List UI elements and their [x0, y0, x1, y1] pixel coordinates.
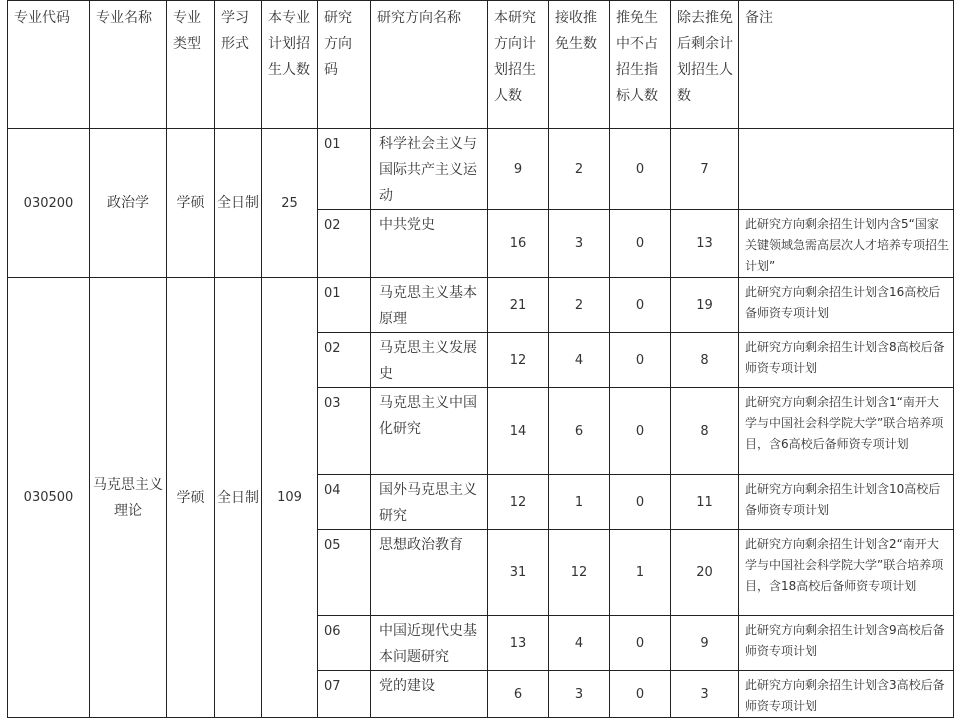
direction-name-cell: 中国近现代史基本问题研究 [371, 616, 488, 671]
remaining-quota-cell: 7 [671, 129, 739, 210]
direction-quota-cell: 13 [488, 616, 549, 671]
note-cell: 此研究方向剩余招生计划含3高校后备师资专项计划 [739, 671, 954, 718]
direction-code-cell: 02 [318, 210, 371, 278]
exempt-no-quota-cell: 0 [610, 475, 671, 530]
major-type-cell: 学硕 [167, 129, 215, 278]
remaining-quota-cell: 13 [671, 210, 739, 278]
major-code-cell: 030200 [8, 129, 90, 278]
major-name-cell: 马克思主义理论 [90, 278, 167, 718]
exempt-count-cell: 4 [549, 616, 610, 671]
note-cell: 此研究方向剩余招生计划含8高校后备师资专项计划 [739, 333, 954, 388]
header-direction-quota: 本研究方向计划招生人数 [488, 1, 549, 129]
header-major-code: 专业代码 [8, 1, 90, 129]
direction-code-cell: 07 [318, 671, 371, 718]
exempt-no-quota-cell: 0 [610, 129, 671, 210]
note-cell: 此研究方向剩余招生计划含10高校后备师资专项计划 [739, 475, 954, 530]
header-direction-code: 研究方向码 [318, 1, 371, 129]
remaining-quota-cell: 3 [671, 671, 739, 718]
direction-name-cell: 马克思主义中国化研究 [371, 388, 488, 475]
direction-code-cell: 01 [318, 278, 371, 333]
direction-code-cell: 06 [318, 616, 371, 671]
direction-name-cell: 国外马克思主义研究 [371, 475, 488, 530]
exempt-count-cell: 1 [549, 475, 610, 530]
header-exempt-count: 接收推免生数 [549, 1, 610, 129]
note-cell: 此研究方向剩余招生计划含1“南开大学与中国社会科学院大学”联合培养项目，含6高校后备师资专项计划 [739, 388, 954, 475]
remaining-quota-cell: 8 [671, 333, 739, 388]
header-direction-name: 研究方向名称 [371, 1, 488, 129]
direction-code-cell: 02 [318, 333, 371, 388]
direction-quota-cell: 6 [488, 671, 549, 718]
direction-quota-cell: 12 [488, 333, 549, 388]
study-mode-cell: 全日制 [215, 278, 262, 718]
remaining-quota-cell: 9 [671, 616, 739, 671]
note-cell: 此研究方向剩余招生计划含2“南开大学与中国社会科学院大学”联合培养项目，含18高校后备师资专项计划 [739, 530, 954, 616]
major-type-cell: 学硕 [167, 278, 215, 718]
exempt-no-quota-cell: 0 [610, 616, 671, 671]
exempt-count-cell: 4 [549, 333, 610, 388]
exempt-count-cell: 12 [549, 530, 610, 616]
direction-quota-cell: 21 [488, 278, 549, 333]
remaining-quota-cell: 20 [671, 530, 739, 616]
table-row [8, 278, 954, 333]
direction-quota-cell: 12 [488, 475, 549, 530]
study-mode-cell: 全日制 [215, 129, 262, 278]
remaining-quota-cell: 8 [671, 388, 739, 475]
exempt-count-cell: 6 [549, 388, 610, 475]
enrollment-table [7, 0, 954, 718]
exempt-count-cell: 3 [549, 671, 610, 718]
note-cell: 此研究方向剩余招生计划含9高校后备师资专项计划 [739, 616, 954, 671]
major-code-cell: 030500 [8, 278, 90, 718]
exempt-no-quota-cell: 0 [610, 333, 671, 388]
direction-name-cell: 马克思主义基本原理 [371, 278, 488, 333]
exempt-no-quota-cell: 1 [610, 530, 671, 616]
exempt-count-cell: 3 [549, 210, 610, 278]
direction-code-cell: 03 [318, 388, 371, 475]
direction-quota-cell: 16 [488, 210, 549, 278]
major-name-cell: 政治学 [90, 129, 167, 278]
direction-quota-cell: 14 [488, 388, 549, 475]
direction-code-cell: 01 [318, 129, 371, 210]
remaining-quota-cell: 19 [671, 278, 739, 333]
note-cell: 此研究方向剩余招生计划含16高校后备师资专项计划 [739, 278, 954, 333]
header-exempt-no-quota: 推免生中不占招生指标人数 [610, 1, 671, 129]
direction-name-cell: 党的建设 [371, 671, 488, 718]
exempt-no-quota-cell: 0 [610, 210, 671, 278]
major-quota-cell: 25 [262, 129, 318, 278]
remaining-quota-cell: 11 [671, 475, 739, 530]
direction-code-cell: 04 [318, 475, 371, 530]
direction-name-cell: 思想政治教育 [371, 530, 488, 616]
direction-code-cell: 05 [318, 530, 371, 616]
exempt-no-quota-cell: 0 [610, 671, 671, 718]
exempt-no-quota-cell: 0 [610, 278, 671, 333]
exempt-no-quota-cell: 0 [610, 388, 671, 475]
header-remaining-quota: 除去推免后剩余计划招生人数 [671, 1, 739, 129]
exempt-count-cell: 2 [549, 278, 610, 333]
note-cell: 此研究方向剩余招生计划内含5“国家关键领域急需高层次人才培养专项招生计划” [739, 210, 954, 278]
exempt-count-cell: 2 [549, 129, 610, 210]
direction-name-cell: 中共党史 [371, 210, 488, 278]
header-row [8, 1, 954, 129]
direction-name-cell: 科学社会主义与国际共产主义运动 [371, 129, 488, 210]
header-major-name: 专业名称 [90, 1, 167, 129]
major-quota-cell: 109 [262, 278, 318, 718]
header-major-type: 专业类型 [167, 1, 215, 129]
table-row [8, 129, 954, 210]
header-study-mode: 学习形式 [215, 1, 262, 129]
header-major-quota: 本专业计划招生人数 [262, 1, 318, 129]
direction-quota-cell: 9 [488, 129, 549, 210]
header-note: 备注 [739, 1, 954, 129]
direction-quota-cell: 31 [488, 530, 549, 616]
note-cell [739, 129, 954, 210]
direction-name-cell: 马克思主义发展史 [371, 333, 488, 388]
